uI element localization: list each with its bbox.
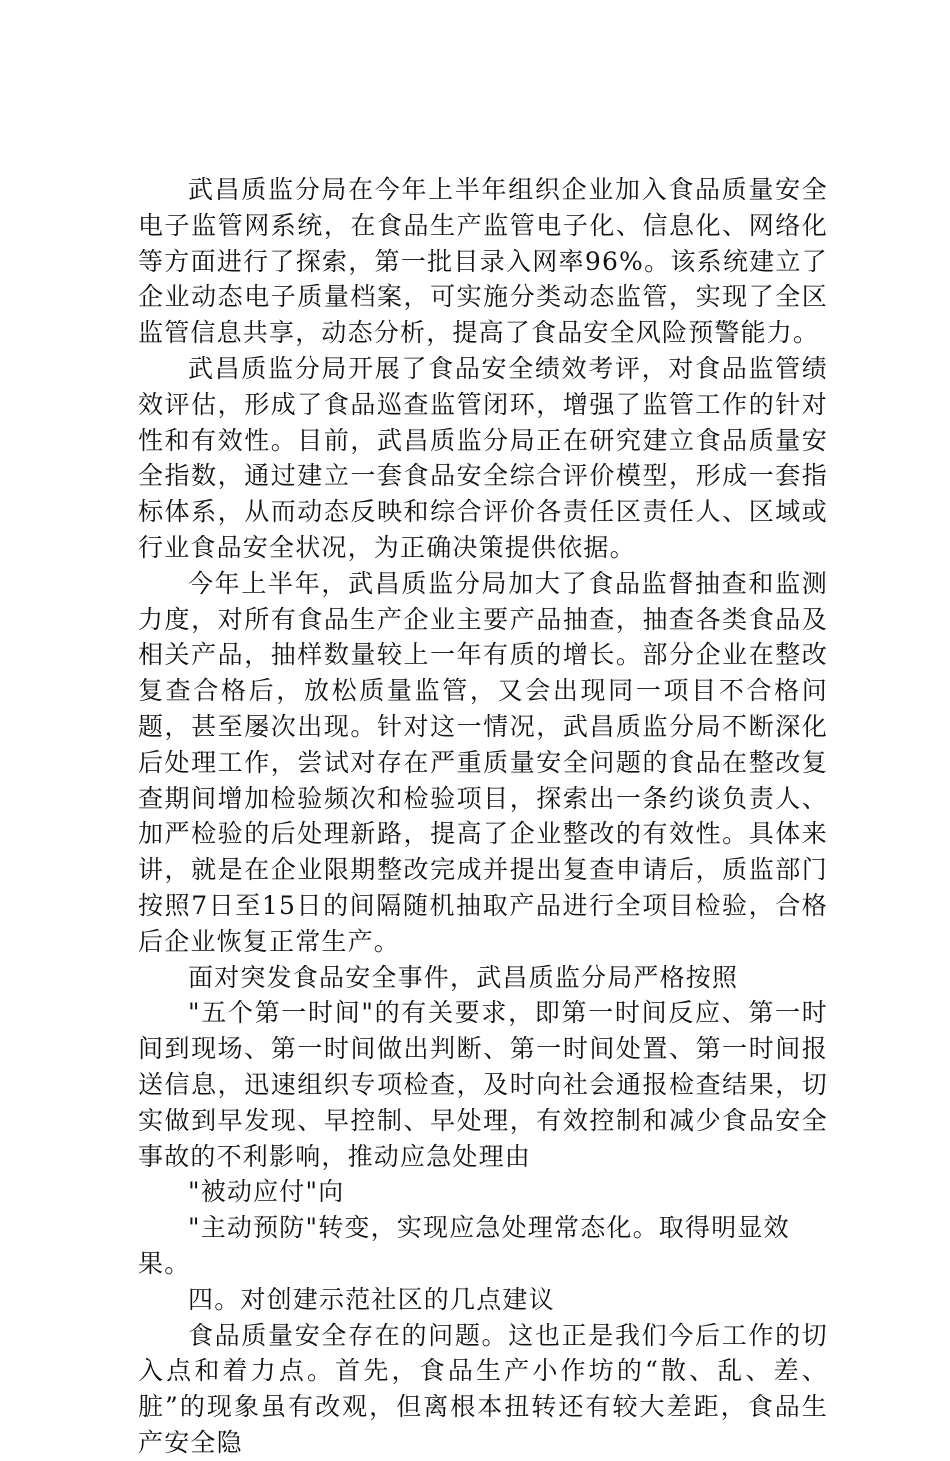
paragraph-sampling-inspection: 今年上半年，武昌质监分局加大了食品监督抽查和监测力度，对所有食品生产企业主要产品抽查，抽查各类食品及相关产品，抽样数量较上一年有质的增长。部分企业在整改复查合格后，放松质量监管，又会出现同一项目不合格问题，甚至屡次出现。针对这一情况，武昌质监分局不断深化后处理工作，尝试对存在严重质量安全问题的食品在整改复查期间增加检验频次和检验项目，探索出一条约谈负责人、加严检验的后处理新路，提高了企业整改的有效性。具体来讲，就是在企业限期整改完成并提出复查申请后，质监部门按照7日至15日的间隔随机抽取产品进行全项目检验，合格后企业恢复正常生产。 (138, 568, 828, 956)
paragraph-e-supervision-network: 武昌质监分局在今年上半年组织企业加入食品质量安全电子监管网系统，在食品生产监管电子化、信息化、网络化等方面进行了探索，第一批目录入网率96%。该系统建立了企业动态电子质量档案，可实施分类动态监管，实现了全区监管信息共享，动态分析，提高了食品安全风险预警能力。 (138, 175, 828, 348)
paragraph-active-prevention: "主动预防"转变，实现应急处理常态化。取得明显效果。 (138, 1213, 790, 1278)
paragraph-passive-response: "被动应付"向 (188, 1177, 345, 1207)
paragraph-emergency-intro: 面对突发食品安全事件，武昌质监分局严格按照 (188, 962, 739, 992)
section-heading-suggestions: 四。对创建示范社区的几点建议 (188, 1284, 555, 1314)
paragraph-five-first-time: "五个第一时间"的有关要求，即第一时间反应、第一时间到现场、第一时间做出判断、第一时间处置、第一时间报送信息，迅速组织专项检查，及时向社会通报检查结果，切实做到早发现、早控制、早处理，有效控制和减少食品安全事故的不利影响，推动应急处理由 (138, 998, 828, 1171)
document-body (138, 172, 828, 1461)
paragraph-performance-evaluation: 武昌质监分局开展了食品安全绩效考评，对食品监管绩效评估，形成了食品巡查监管闭环，增强了监管工作的针对性和有效性。目前，武昌质监分局正在研究建立食品质量安全指数，通过建立一套食品安全综合评价模型，形成一套指标体系，从而动态反映和综合评价各责任区责任人、区域或行业食品安全状况，为正确决策提供依据。 (138, 353, 828, 562)
paragraph-existing-problems: 食品质量安全存在的问题。这也正是我们今后工作的切入点和着力点。首先，食品生产小作坊的“散、乱、差、脏”的现象虽有改观，但离根本扭转还有较大差距，食品生产安全隐 (138, 1320, 828, 1457)
